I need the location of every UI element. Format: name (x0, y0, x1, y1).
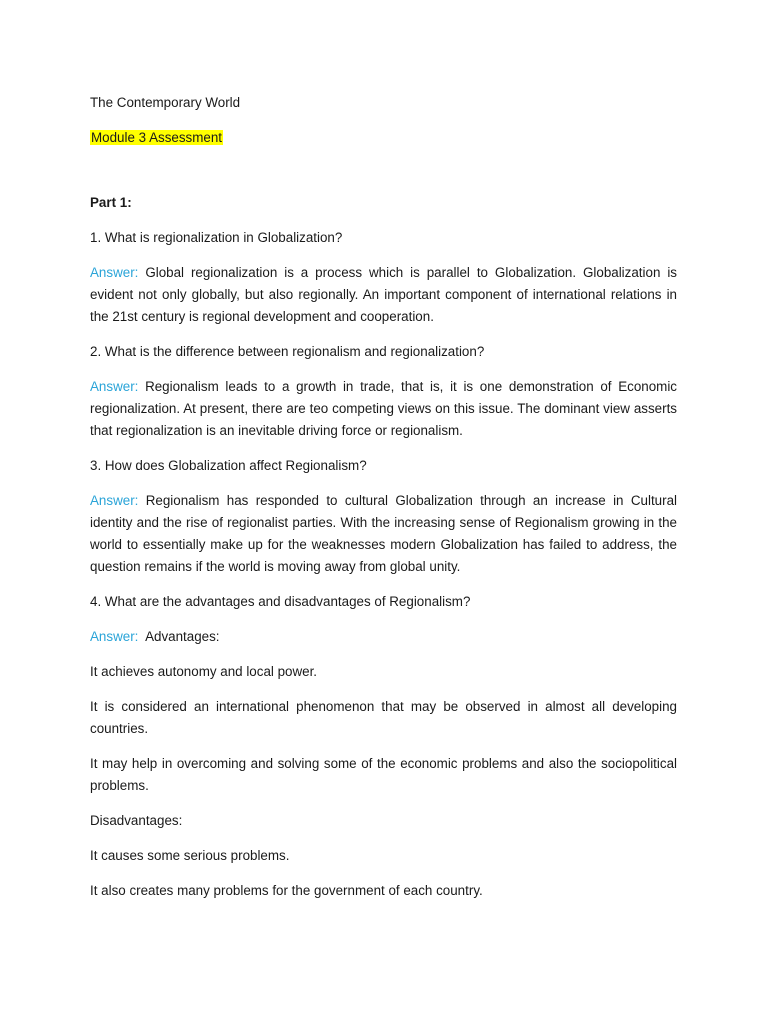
document-page (90, 92, 677, 902)
answer-3-text: Regionalism has responded to cultural Globalization through an increase in Cultural identity and the rise of regionalist parties. With the increasing sense of Regionalism growing in the world to essentially make up for the weaknesses modern Globalization has failed to address, the question remains if the world is moving away from global unity. (90, 493, 677, 574)
question-3: 3. How does Globalization affect Regionalism? (90, 458, 367, 473)
part-heading: Part 1: (90, 195, 132, 210)
answer-4 (90, 626, 677, 648)
course-title: The Contemporary World (90, 95, 241, 110)
advantage-item: It may help in overcoming and solving some of the economic problems and also the sociopolitical problems. (90, 756, 677, 793)
answer-1 (90, 262, 677, 328)
answer-label: Answer: (90, 265, 139, 280)
module-title (90, 127, 677, 149)
disadvantage-item: It also creates many problems for the government of each country. (90, 883, 483, 898)
answer-label: Answer: (90, 493, 139, 508)
disadvantages-label: Disadvantages: (90, 813, 183, 828)
question-2: 2. What is the difference between regionalism and regionalization? (90, 344, 485, 359)
advantage-item: It achieves autonomy and local power. (90, 664, 318, 679)
answer-4-text: Advantages: (145, 629, 220, 644)
answer-label: Answer: (90, 629, 139, 644)
question-4: 4. What are the advantages and disadvantages of Regionalism? (90, 594, 471, 609)
disadvantage-item: It causes some serious problems. (90, 848, 290, 863)
answer-1-text: Global regionalization is a process which is parallel to Globalization. Globalization is evident not only globally, but also regionally. An important component of international relations in the 21st century is regional development and cooperation. (90, 265, 677, 324)
answer-label: Answer: (90, 379, 139, 394)
question-1: 1. What is regionalization in Globalization? (90, 230, 343, 245)
answer-2-text: Regionalism leads to a growth in trade, that is, it is one demonstration of Economic regionalization. At present, there are teo competing views on this issue. The dominant view asserts that regionalization is an inevitable driving force or regionalism. (90, 379, 677, 438)
advantage-item: It is considered an international phenomenon that may be observed in almost all developing countries. (90, 699, 677, 736)
module-title-highlight: Module 3 Assessment (91, 130, 222, 145)
answer-2 (90, 376, 677, 442)
answer-3 (90, 490, 677, 578)
